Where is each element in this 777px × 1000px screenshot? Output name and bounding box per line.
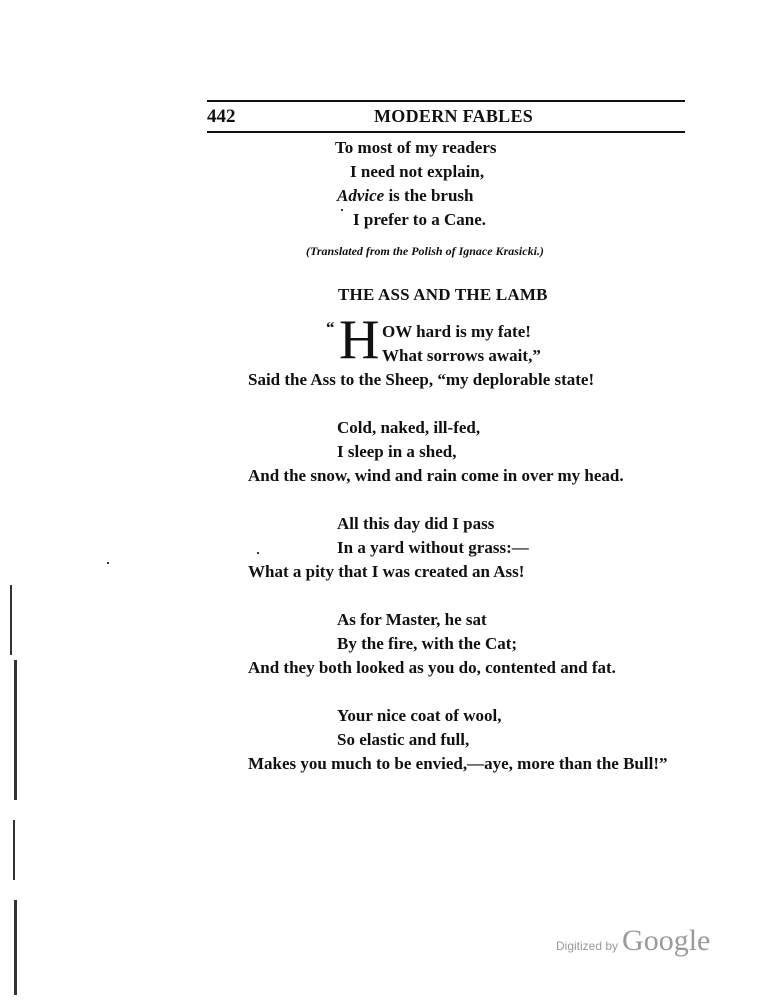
watermark-prefix: Digitized by: [556, 939, 619, 953]
poem-line: All this day did I pass: [337, 514, 495, 533]
header-bottom-rule: [207, 131, 685, 133]
poem-line: And they both looked as you do, contented and fat.: [248, 658, 616, 677]
poem-line: Makes you much to be envied,—aye, more than the Bull!”: [248, 754, 668, 773]
poem-line-rest: is the brush: [384, 186, 474, 205]
poem-line: [337, 186, 473, 206]
page-number: 442: [207, 106, 236, 127]
scan-artifact: [341, 209, 343, 211]
fable-title: THE ASS AND THE LAMB: [338, 285, 548, 304]
poem-line: As for Master, he sat: [337, 610, 487, 629]
scan-artifact: [10, 585, 12, 655]
drop-cap: H: [339, 309, 380, 371]
poem-line: I need not explain,: [350, 162, 485, 181]
scan-artifact: [257, 552, 259, 554]
scan-artifact: [13, 820, 15, 880]
google-logo: Google: [622, 924, 711, 957]
translation-note: [306, 244, 544, 259]
poem-line: In a yard without grass:—: [337, 538, 529, 557]
scan-artifact: [14, 660, 17, 800]
poem-line: By the fire, with the Cat;: [337, 634, 518, 653]
poem-line: Said the Ass to the Sheep, “my deplorable state!: [248, 370, 595, 389]
header-top-rule: [207, 100, 685, 102]
poem-line: What a pity that I was created an Ass!: [248, 562, 525, 581]
opening-quote-mark: “: [326, 318, 335, 337]
digitized-watermark: [556, 924, 710, 958]
translation-note-close: ): [539, 244, 544, 258]
poem-line: I prefer to a Cane.: [353, 210, 486, 229]
poem-line: Cold, naked, ill-fed,: [337, 418, 481, 437]
poem-line: And the snow, wind and rain come in over my head.: [248, 466, 624, 485]
running-title: MODERN FABLES: [374, 106, 534, 126]
translation-note-open: (Translated from the Polish of: [306, 244, 459, 258]
poem-line: What sorrows await,”: [382, 346, 541, 365]
translator-name: Ignace Krasicki.: [458, 244, 540, 258]
poem-line: OW hard is my fate!: [382, 322, 531, 341]
poem-line: So elastic and full,: [337, 730, 470, 749]
poem-line: I sleep in a shed,: [337, 442, 457, 461]
italic-word: Advice: [337, 186, 385, 205]
scan-artifact: [14, 900, 17, 995]
scan-artifact: [107, 562, 109, 564]
poem-line: To most of my readers: [335, 138, 497, 157]
poem-line: Your nice coat of wool,: [337, 706, 502, 725]
